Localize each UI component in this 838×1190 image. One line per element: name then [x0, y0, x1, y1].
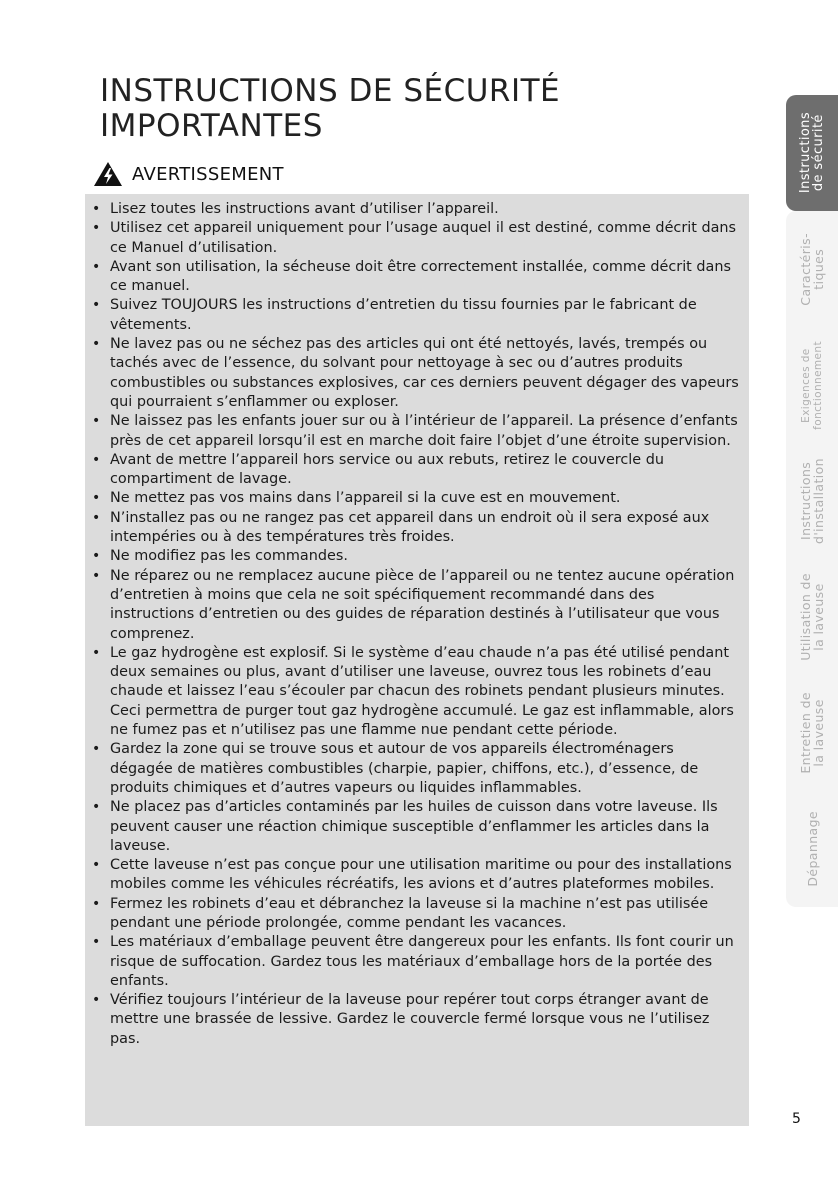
list-item-text: Fermez les robinets d’eau et débranchez la laveuse si la machine n’est pas utilisée pendant une période prolongée, comme pendant les vacances.	[110, 895, 709, 931]
bullet-icon: •	[92, 509, 101, 526]
list-item	[85, 200, 749, 219]
list-item	[85, 567, 749, 644]
warning-label: AVERTISSEMENT	[132, 163, 284, 185]
bullet-icon: •	[92, 297, 101, 314]
tab-7[interactable]	[786, 791, 838, 907]
bullet-icon: •	[92, 992, 101, 1009]
bullet-icon: •	[92, 548, 101, 565]
list-item-text: Lisez toutes les instructions avant d’utiliser l’appareil.	[110, 201, 499, 217]
list-item-text: N’installez pas ou ne rangez pas cet appareil dans un endroit où il sera exposé aux intempéries ou à des températures très froides.	[110, 509, 710, 546]
tab-3[interactable]	[786, 327, 838, 444]
list-item-text: Suivez TOUJOURS les instructions d’entretien du tissu fournies par le fabricant de vêtements.	[110, 297, 697, 333]
bullet-icon: •	[92, 799, 101, 816]
bullet-icon: •	[92, 934, 101, 951]
list-item-text: Utilisez cet appareil uniquement pour l’usage auquel il est destiné, comme décrit dans ce Manuel d’utilisation.	[110, 220, 737, 256]
page-number: 5	[792, 1111, 801, 1127]
tab-label: Instructions de sécurité	[798, 112, 826, 194]
tab-2[interactable]	[786, 211, 838, 328]
tab-label: Exigences de fonctionnement	[800, 340, 824, 430]
bullet-icon: •	[92, 220, 101, 237]
list-item	[85, 489, 749, 508]
list-item-text: Ne réparez ou ne remplacez aucune pièce de l’appareil ou ne tentez aucune opération d’entretien à moins que cela ne soit spécifiquement recommandé dans des instructions d’entretien ou des guides de réparation destinés à l’utilisateur que vous comprenez.	[110, 567, 735, 642]
bullet-icon: •	[92, 741, 101, 758]
tab-label: Caractéris- tiques	[798, 232, 826, 306]
tab-label: Dépannage	[804, 811, 820, 887]
bullet-icon: •	[92, 258, 101, 275]
list-item	[85, 644, 749, 740]
bullet-icon: •	[92, 644, 101, 661]
list-item-text: Ne modifiez pas les commandes.	[110, 548, 348, 565]
warning-header	[93, 160, 284, 188]
list-item	[85, 509, 749, 548]
bullet-icon: •	[92, 567, 101, 584]
bullet-icon: •	[92, 413, 101, 430]
list-item	[85, 296, 749, 335]
list-item-text: Ne lavez pas ou ne séchez pas des articles qui ont été nettoyés, lavés, trempés ou tachés avec de l’essence, du solvant pour nettoyage à sec ou d’autres produits combustibles ou substances explosives, car ces derniers peuvent dégager des vapeurs qui pourraient s’enflammer ou exploser.	[110, 336, 739, 410]
bullet-icon: •	[92, 336, 101, 353]
tab-5[interactable]	[786, 559, 838, 676]
list-item	[85, 335, 749, 412]
list-item	[85, 547, 749, 566]
list-item-text: Avant son utilisation, la sécheuse doit être correctement installée, comme décrit dans ce manuel.	[110, 258, 731, 295]
tab-1[interactable]	[786, 95, 838, 211]
tab-4[interactable]	[786, 443, 838, 560]
list-item-text: Le gaz hydrogène est explosif. Si le système d’eau chaude n’a pas été utilisé pendant deux semaines ou plus, avant d’utiliser une laveuse, ouvrez tous les robinets d’eau chaude et laissez l’eau s’écouler par chacun des robinets pendant plusieurs minutes. Ceci permettra de purger tout gaz hydrogène accumulé. Le gaz est inflammable, alors ne fumez pas et n’utilisez pas une flamme nue pendant cette période.	[110, 644, 734, 739]
safety-instructions-list	[85, 200, 749, 1049]
list-item	[85, 258, 749, 297]
list-item	[85, 933, 749, 991]
page-title	[100, 74, 740, 144]
bullet-icon: •	[92, 490, 101, 507]
list-item	[85, 451, 749, 490]
tab-label: Instructions d'installation	[798, 458, 826, 544]
list-item	[85, 991, 749, 1049]
tab-6[interactable]	[786, 675, 838, 792]
list-item	[85, 798, 749, 856]
list-item	[85, 895, 749, 934]
list-item-text: Les matériaux d’emballage peuvent être dangereux pour les enfants. Ils font courir un risque de suffocation. Gardez tous les matériaux d’emballage hors de la portée des enfants.	[110, 934, 734, 989]
bullet-icon: •	[92, 201, 101, 217]
electrical-hazard-warning-icon	[93, 161, 123, 187]
tab-label: Entretien de la laveuse	[798, 692, 826, 774]
list-item-text: Vérifiez toujours l’intérieur de la laveuse pour repérer tout corps étranger avant de mettre une brassée de lessive. Gardez le couvercle fermé lorsque vous ne l’utilisez pas.	[110, 992, 710, 1047]
bullet-icon: •	[92, 451, 101, 468]
list-item-text: Ne placez pas d’articles contaminés par les huiles de cuisson dans votre laveuse. Ils peuvent causer une réaction chimique susceptible d’enflammer les articles dans la laveuse.	[110, 799, 718, 854]
list-item	[85, 740, 749, 798]
list-item-text: Avant de mettre l’appareil hors service ou aux rebuts, retirez le couvercle du compartiment de lavage.	[110, 451, 664, 488]
list-item-text: Ne mettez pas vos mains dans l’appareil si la cuve est en mouvement.	[110, 490, 621, 507]
list-item-text: Cette laveuse n’est pas conçue pour une utilisation maritime ou pour des installations mobiles comme les véhicules récréatifs, les avions et d’autres plateformes mobiles.	[110, 857, 732, 893]
page-title-line-2: IMPORTANTES	[100, 108, 323, 144]
list-item-text: Ne laissez pas les enfants jouer sur ou à l’intérieur de l’appareil. La présence d’enfants près de cet appareil lorsqu’il est en marche doit faire l’objet d’une étroite supervision.	[110, 413, 738, 449]
list-item-text: Gardez la zone qui se trouve sous et autour de vos appareils électroménagers dégagée de matières combustibles (charpie, papier, chiffons, etc.), d’essence, de produits chimiques et d’autres vapeurs ou liquides inflammables.	[110, 741, 699, 796]
page-title-line-1: INSTRUCTIONS DE SÉCURITÉ	[100, 73, 561, 109]
tab-label: Utilisation de la laveuse	[798, 573, 826, 661]
list-item	[85, 219, 749, 258]
bullet-icon: •	[92, 857, 101, 874]
list-item	[85, 412, 749, 451]
bullet-icon: •	[92, 895, 101, 912]
list-item	[85, 856, 749, 895]
